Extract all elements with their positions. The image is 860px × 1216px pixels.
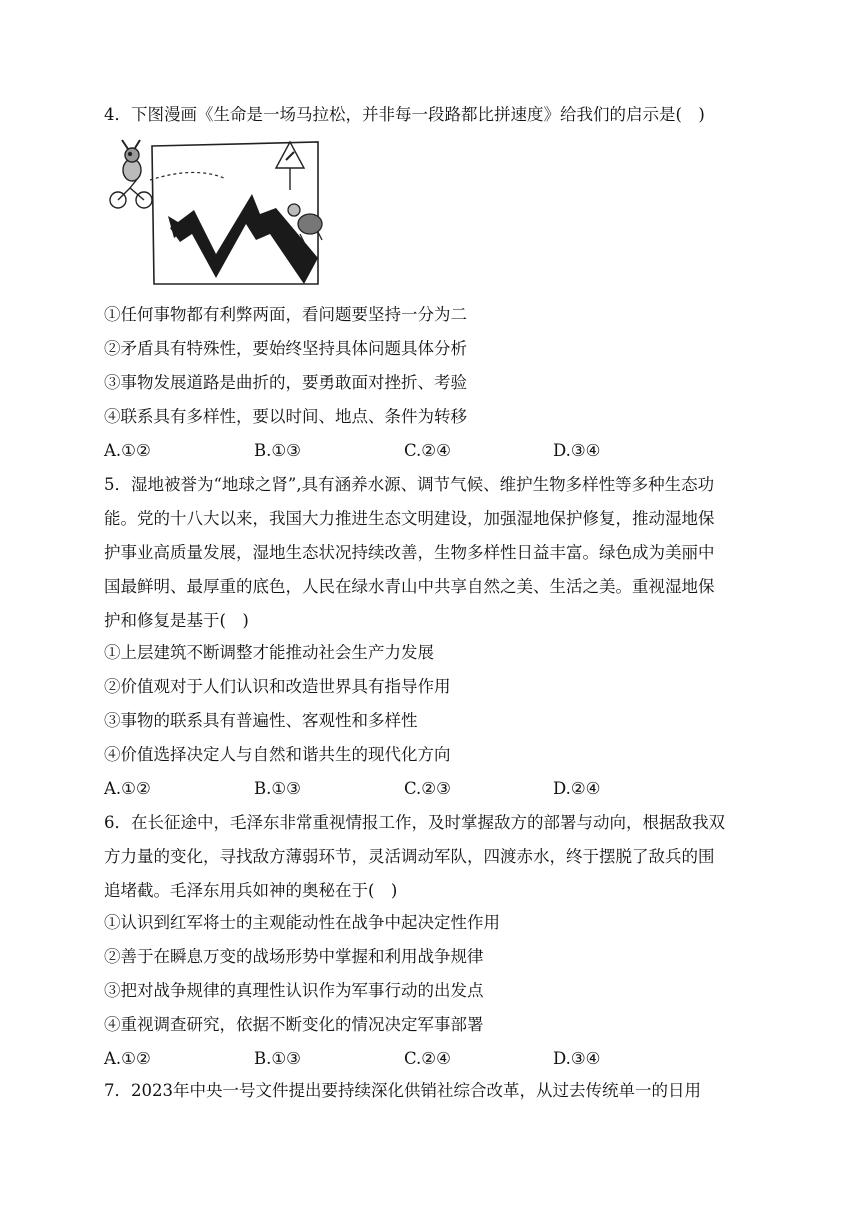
- q5-option-d[interactable]: D.②④: [553, 779, 601, 798]
- q5-item-2: ②价值观对于人们认识和改造世界具有指导作用: [104, 677, 451, 696]
- q6-item-4: ④重视调查研究，依据不断变化的情况决定军事部署: [104, 1015, 484, 1034]
- q5-option-b[interactable]: B.①③: [254, 779, 301, 798]
- q4-option-d[interactable]: D.③④: [553, 441, 601, 460]
- q6-item-3: ③把对战争规律的真理性认识作为军事行动的出发点: [104, 981, 484, 1000]
- q5-option-c[interactable]: C.②③: [404, 779, 451, 798]
- q6-stem-line-2: 方力量的变化，寻找敌方薄弱环节，灵活调动军队，四渡赤水，终于摆脱了敌兵的围: [104, 847, 715, 866]
- q6-options: [104, 1048, 724, 1070]
- q4-stem: 4．下图漫画《生命是一场马拉松，并非每一段路都比拼速度》给我们的启示是( ): [104, 105, 705, 124]
- q5-stem-line-4: 国最鲜明、最厚重的底色，人民在绿水青山中共享自然之美、生活之美。重视湿地保: [104, 577, 715, 596]
- q5-option-a[interactable]: A.①②: [104, 779, 151, 798]
- q4-item-4: ④联系具有多样性，要以时间、地点、条件为转移: [104, 407, 467, 426]
- q4-option-c[interactable]: C.②④: [404, 441, 451, 460]
- q5-stem-line-5: 护和修复是基于( ): [104, 611, 249, 630]
- q5-stem-line-1: 5．湿地被誉为“地球之肾”,具有涵养水源、调节气候、维护生物多样性等多种生态功: [104, 475, 715, 494]
- q5-item-3: ③事物的联系具有普遍性、客观性和多样性: [104, 711, 418, 730]
- marathon-cartoon: [104, 138, 336, 288]
- q6-option-b[interactable]: B.①③: [254, 1049, 301, 1068]
- jump-trail: [150, 172, 224, 180]
- q6-option-d[interactable]: D.③④: [553, 1049, 601, 1068]
- q5-options: [104, 778, 724, 800]
- q5-stem-line-2: 能。党的十八大以来，我国大力推进生态文明建设，加强湿地保护修复，推动湿地保: [104, 509, 715, 528]
- q4-item-1: ①任何事物都有利弊两面，看问题要坚持一分为二: [104, 305, 467, 324]
- q4-option-b[interactable]: B.①③: [254, 441, 301, 460]
- warning-sign-icon: [276, 142, 304, 190]
- q6-item-1: ①认识到红军将士的主观能动性在战争中起决定性作用: [104, 913, 500, 932]
- q4-item-3: ③事物发展道路是曲折的，要勇敢面对挫折、考验: [104, 373, 467, 392]
- q4-option-a[interactable]: A.①②: [104, 441, 151, 460]
- rabbit-cyclist-icon: [110, 140, 152, 208]
- q4-options: [104, 440, 724, 462]
- q6-item-2: ②善于在瞬息万变的战场形势中掌握和利用战争规律: [104, 947, 484, 966]
- q5-stem-line-3: 护事业高质量发展，湿地生态状况持续改善，生物多样性日益丰富。绿色成为美丽中: [104, 543, 715, 562]
- q6-stem-line-1: 6．在长征途中，毛泽东非常重视情报工作，及时掌握敌方的部署与动向，根据敌我双: [104, 813, 725, 832]
- q5-item-4: ④价值选择决定人与自然和谐共生的现代化方向: [104, 745, 451, 764]
- q6-stem-line-3: 追堵截。毛泽东用兵如神的奥秘在于( ): [104, 881, 398, 900]
- q6-option-c[interactable]: C.②④: [404, 1049, 451, 1068]
- q4-item-2: ②矛盾具有特殊性，要始终坚持具体问题具体分析: [104, 339, 467, 358]
- q5-item-1: ①上层建筑不断调整才能推动社会生产力发展: [104, 643, 434, 662]
- q6-option-a[interactable]: A.①②: [104, 1049, 151, 1068]
- q7-stem-line-1: 7．2023年中央一号文件提出要持续深化供销社综合改革，从过去传统单一的日用: [104, 1081, 701, 1100]
